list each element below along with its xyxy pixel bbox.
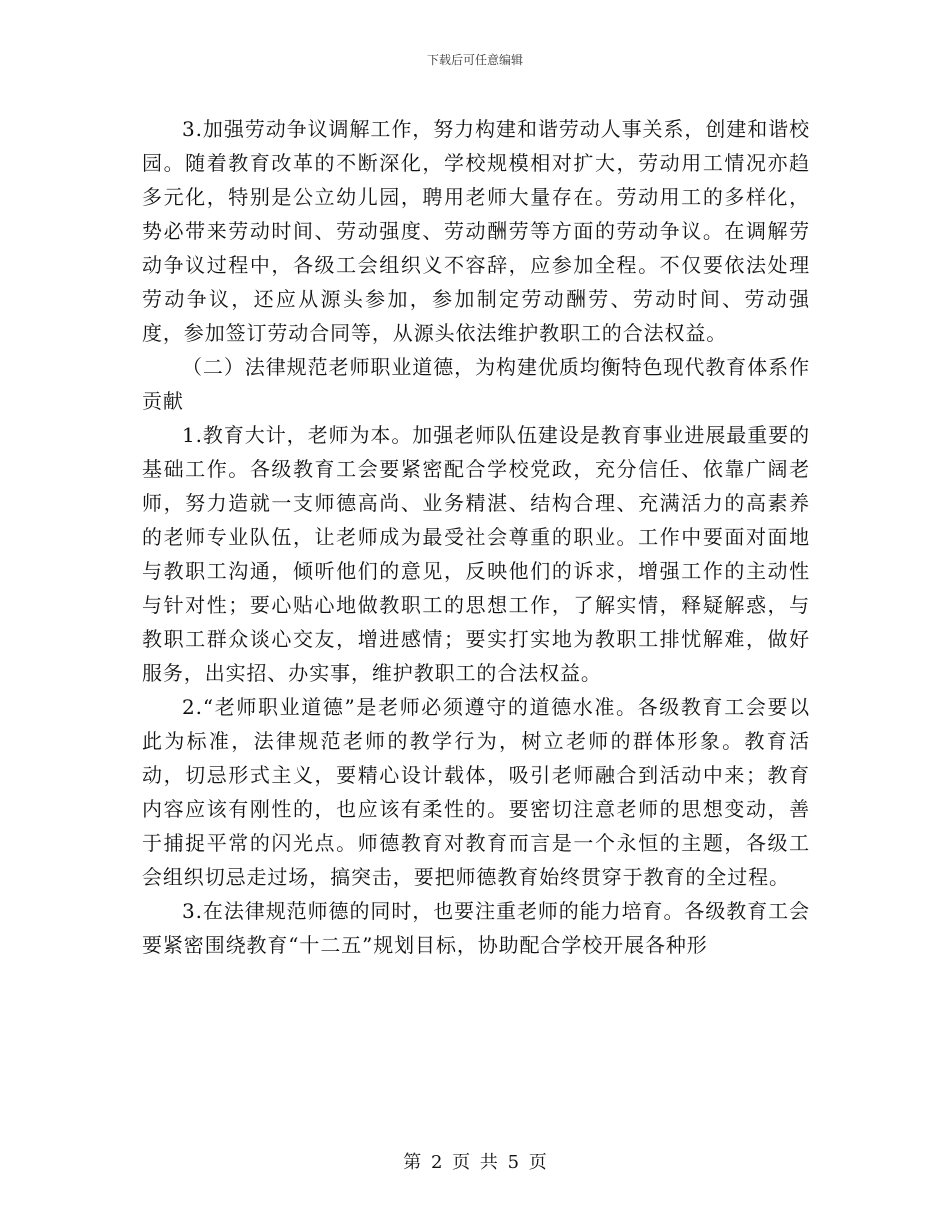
paragraph-teacher-team: 1.教育大计，老师为本。加强老师队伍建设是教育事业进展最重要的基础工作。各级教育工会要紧密配合学校党政，充分信任、依靠广阔老师，努力造就一支师德高尚、业务精湛、结构合理、充满活力的高素养的老师专业队伍，让老师成为最受社会尊重的职业。工作中要面对面地与教职工沟通，倾听他们的意见，反映他们的诉求，增强工作的主动性与针对性；要心贴心地做教职工的思想工作，了解实情，释疑解惑，与教职工群众谈心交友，增进感情；要实打实地为教职工排忧解难，做好服务，出实招、办实事，维护教职工的合法权益。: [142, 423, 810, 685]
section-heading-teacher-ethics: （二）法律规范老师职业道德，为构建优质均衡特色现代教育体系作贡献: [142, 355, 810, 413]
paragraph-labor-dispute: 3.加强劳动争议调解工作，努力构建和谐劳动人事关系，创建和谐校园。随着教育改革的不断深化，学校规模相对扩大，劳动用工情况亦趋多元化，特别是公立幼儿园，聘用老师大量存在。劳动用工的多样化，势必带来劳动时间、劳动强度、劳动酬劳等方面的劳动争议。在调解劳动争议过程中，各级工会组织义不容辞，应参加全程。不仅要依法处理劳动争议，还应从源头参加，参加制定劳动酬劳、劳动时间、劳动强度，参加签订劳动合同等，从源头依法维护教职工的合法权益。: [142, 117, 810, 345]
paragraph-ability-training: 3.在法律规范师德的同时，也要注重老师的能力培育。各级教育工会要紧密围绕教育“十二五”规划目标，协助配合学校开展各种形: [142, 899, 810, 957]
page-header: 下载后可任意编辑: [426, 53, 523, 67]
document-body: [142, 112, 810, 962]
page-number: 第 2 页 共 5 页: [403, 1152, 547, 1173]
paragraph-professional-ethics: 2.“老师职业道德”是老师必须遵守的道德水准。各级教育工会要以此为标准，法律规范老师的教学行为，树立老师的群体形象。教育活动，切忌形式主义，要精心设计载体，吸引老师融合到活动中来；教育内容应该有刚性的，也应该有柔性的。要密切注意老师的思想变动，善于捕捉平常的闪光点。师德教育对教育而言是一个永恒的主题，各级工会组织切忌走过场，搞突击，要把师德教育始终贯穿于教育的全过程。: [142, 695, 810, 889]
